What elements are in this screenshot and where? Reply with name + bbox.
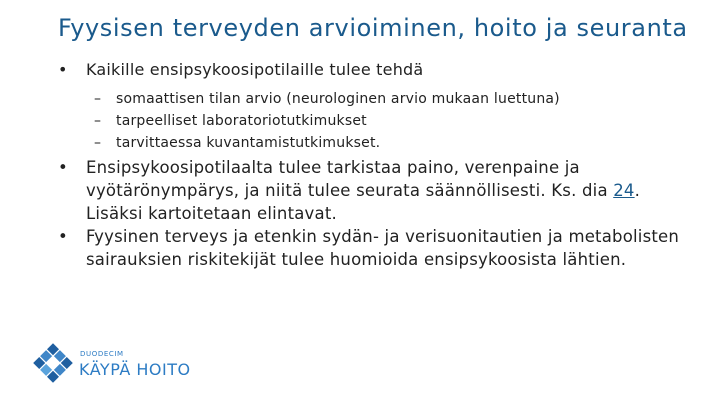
logo-title: KÄYPÄ HOITO — [79, 360, 191, 379]
sub-bullet-text: somaattisen tilan arvio (neurologinen arvio mukaan luettuna) — [116, 91, 560, 107]
bullet-text: Fyysinen terveys ja etenkin sydän- ja verisuonitautien ja metabolisten sairauksien riskitekijät tulee huomioida ensipsykoosista lähtien. — [86, 227, 680, 269]
bullet-text-continued: . Lisäksi kartoitetaan elintavat. — [86, 181, 641, 223]
logo-subtitle: DUODECIM — [80, 350, 124, 358]
bullet-item — [58, 156, 698, 225]
dash-marker: – — [94, 113, 102, 129]
sub-bullet-text: tarpeelliset laboratoriotutkimukset — [116, 113, 367, 129]
bullet-item — [58, 58, 698, 81]
bullet-list — [58, 58, 698, 271]
bullet-marker: • — [58, 60, 68, 79]
sub-bullet-list — [58, 88, 698, 154]
dash-marker: – — [94, 135, 102, 151]
dash-marker: – — [94, 91, 102, 107]
bullet-item — [58, 225, 698, 271]
sub-bullet-text: tarvittaessa kuvantamistutkimukset. — [116, 135, 381, 151]
bullet-text: Ensipsykoosipotilaalta tulee tarkistaa paino, verenpaine ja vyötärönympärys, ja niitä tulee seurata säännöllisesti. Ks. dia — [86, 158, 614, 200]
sub-bullet-item — [58, 88, 698, 110]
bullet-marker: • — [58, 227, 68, 246]
diamond-logo-icon — [30, 340, 76, 386]
bullet-text: Kaikille ensipsykoosipotilaille tulee tehdä — [86, 60, 424, 79]
slide-link[interactable]: 24 — [613, 181, 635, 200]
kaypa-hoito-logo — [30, 340, 195, 385]
sub-bullet-item — [58, 132, 698, 154]
sub-bullet-item — [58, 110, 698, 132]
slide-title: Fyysisen terveyden arvioiminen, hoito ja seuranta — [58, 14, 688, 42]
bullet-marker: • — [58, 158, 68, 177]
